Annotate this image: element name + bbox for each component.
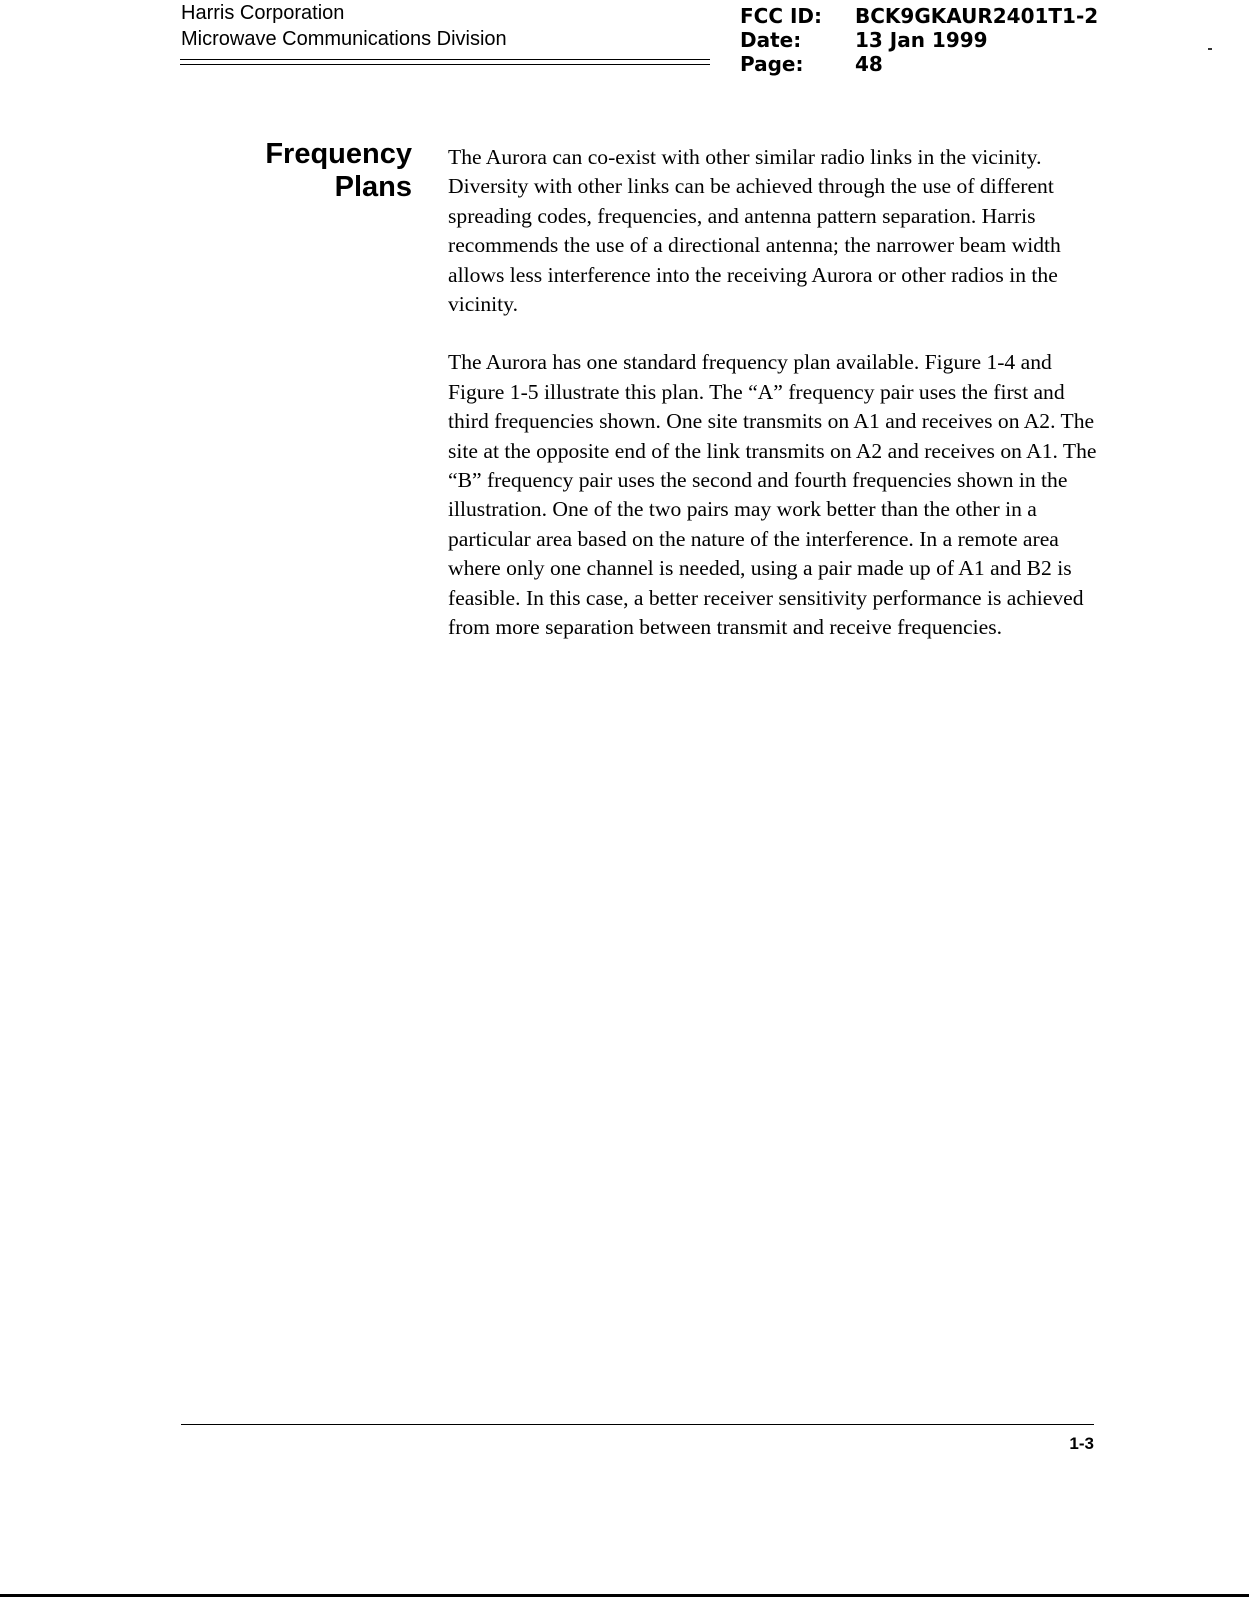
section-heading-line2: Plans bbox=[334, 171, 412, 203]
fcc-id-value: BCK9GKAUR2401T1-2 bbox=[855, 4, 1099, 28]
page-value: 48 bbox=[855, 52, 883, 76]
page-row bbox=[740, 52, 1098, 76]
header-rule-bottom bbox=[180, 64, 710, 65]
body-paragraph-2: The Aurora has one standard frequency plan available. Figure 1-4 and Figure 1-5 illustrate this plan. The “A” frequency pair uses the first and third frequencies shown. One site transmits on A1 and receives on A2. The site at the opposite end of the link transmits on A2 and receives on A1. The “B” frequency pair uses the second and fourth frequencies shown in the illustration. One of the two pairs may work better than the other in a particular area based on the nature of the interference. In a remote area where only one channel is needed, using a pair made up of A1 and B2 is feasible. In this case, a better receiver sensitivity performance is achieved from more separation between transmit and receive frequencies. bbox=[448, 350, 1097, 640]
fcc-id-row bbox=[740, 4, 1098, 28]
date-value: 13 Jan 1999 bbox=[855, 28, 988, 52]
date-label: Date: bbox=[740, 28, 802, 52]
page-label: Page: bbox=[740, 52, 804, 76]
header-rule-top bbox=[180, 59, 710, 60]
fcc-id-label: FCC ID: bbox=[740, 4, 823, 28]
page-number: 1-3 bbox=[1069, 1434, 1094, 1453]
section-body bbox=[448, 143, 1098, 643]
division-name: Microwave Communications Division bbox=[181, 28, 507, 50]
header-stamp bbox=[740, 4, 1098, 76]
section-heading-line1: Frequency bbox=[265, 138, 412, 170]
footer-rule bbox=[181, 1424, 1094, 1425]
scan-mark bbox=[1208, 48, 1212, 50]
date-row bbox=[740, 28, 1098, 52]
header-organization bbox=[181, 0, 507, 52]
section-heading bbox=[200, 138, 412, 204]
body-paragraph-1: The Aurora can co-exist with other similar radio links in the vicinity. Diversity with other links can be achieved through the use of different spreading codes, frequencies, and antenna pattern separation. Harris recommends the use of a directional antenna; the narrower beam width allows less interference into the receiving Aurora or other radios in the vicinity. bbox=[448, 145, 1061, 317]
company-name: Harris Corporation bbox=[181, 2, 345, 24]
